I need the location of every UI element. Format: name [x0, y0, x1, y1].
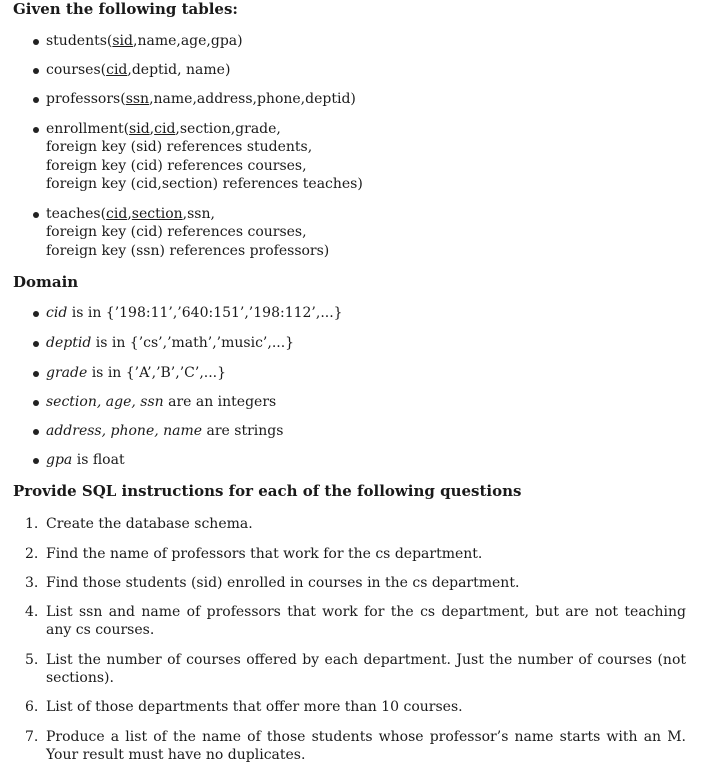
domain-text: is in {’198:11’,’640:151’,’198:112’,...}: [67, 305, 343, 321]
question-text: Find the name of professors that work for the cs department.: [46, 546, 483, 562]
foreign-key-line: foreign key (ssn) references professors): [46, 243, 330, 259]
domain-integers: [46, 393, 276, 411]
question-number: 6.: [25, 699, 39, 715]
foreign-key-line: foreign key (cid) references courses,: [46, 158, 307, 174]
key-separator: ,: [127, 206, 132, 222]
domain-strings: [46, 422, 283, 440]
primary-key: cid: [106, 206, 128, 222]
question-number: 4.: [25, 604, 39, 620]
foreign-key-line: foreign key (sid) references students,: [46, 139, 313, 155]
table-name: students(: [46, 33, 113, 49]
section-heading-domain: Domain: [13, 273, 79, 291]
question-number: 3.: [25, 575, 39, 591]
table-columns: ,name,address,phone,deptid): [149, 91, 356, 107]
table-columns: ,name,age,gpa): [133, 33, 243, 49]
table-courses: [46, 61, 230, 79]
foreign-key-line: foreign key (cid,section) references teaches): [46, 176, 363, 192]
table-name: enrollment(: [46, 121, 130, 137]
question-text: Find those students (sid) enrolled in courses in the cs department.: [46, 575, 520, 591]
bullet-icon: [33, 212, 39, 218]
table-students: [46, 32, 243, 50]
primary-key: sid: [112, 33, 133, 49]
bullet-icon: [33, 371, 39, 377]
question-text: Create the database schema.: [46, 516, 253, 532]
table-columns: ,ssn,: [182, 206, 215, 222]
question-number: 5.: [25, 652, 39, 668]
foreign-key-line: foreign key (cid) references courses,: [46, 224, 307, 240]
primary-key: cid: [106, 62, 128, 78]
domain-gpa: [46, 451, 125, 469]
primary-key: ssn: [125, 91, 150, 107]
domain-deptid: [46, 334, 294, 352]
question-text: List ssn and name of professors that work for the cs department, but are not teaching any cs courses.: [46, 604, 686, 638]
domain-text: is in {’A’,’B’,’C’,...}: [87, 365, 227, 381]
table-enrollment: [46, 120, 281, 138]
bullet-icon: [33, 127, 39, 133]
domain-grade: [46, 364, 226, 382]
domain-term: section, age, ssn: [46, 394, 164, 410]
domain-cid: [46, 304, 343, 322]
domain-text: is in {’cs’,’math’,’music’,...}: [91, 335, 295, 351]
primary-key: section: [131, 206, 183, 222]
question-number: 1.: [25, 516, 39, 532]
primary-key: cid: [154, 121, 176, 137]
domain-term: deptid: [46, 335, 92, 351]
bullet-icon: [33, 400, 39, 406]
bullet-icon: [33, 458, 39, 464]
question-number: 2.: [25, 546, 39, 562]
bullet-icon: [33, 39, 39, 45]
table-name: teaches(: [46, 206, 107, 222]
table-name: courses(: [46, 62, 107, 78]
domain-text: are an integers: [163, 394, 277, 410]
section-heading-questions: Provide SQL instructions for each of the following questions: [13, 482, 522, 500]
table-name: professors(: [46, 91, 126, 107]
domain-term: gpa: [46, 452, 73, 468]
question-number: 7.: [25, 729, 39, 745]
domain-text: are strings: [202, 423, 284, 439]
bullet-icon: [33, 311, 39, 317]
table-columns: ,section,grade,: [175, 121, 281, 137]
bullet-icon: [33, 341, 39, 347]
question-text: Produce a list of the name of those students whose professor’s name starts with an M. Your result must have no duplicates.: [46, 729, 686, 763]
domain-term: grade: [46, 365, 88, 381]
table-columns: ,deptid, name): [127, 62, 231, 78]
question-text: List of those departments that offer more than 10 courses.: [46, 699, 463, 715]
table-teaches: [46, 205, 215, 223]
primary-key: sid: [129, 121, 150, 137]
bullet-icon: [33, 97, 39, 103]
domain-term: cid: [46, 305, 68, 321]
question-text: List the number of courses offered by each department. Just the number of courses (not sections).: [46, 652, 686, 686]
key-separator: ,: [149, 121, 155, 137]
bullet-icon: [33, 68, 39, 74]
section-heading-tables: Given the following tables:: [13, 0, 238, 18]
domain-text: is float: [72, 452, 125, 468]
bullet-icon: [33, 429, 39, 435]
table-professors: [46, 90, 356, 108]
domain-term: address, phone, name: [46, 423, 203, 439]
